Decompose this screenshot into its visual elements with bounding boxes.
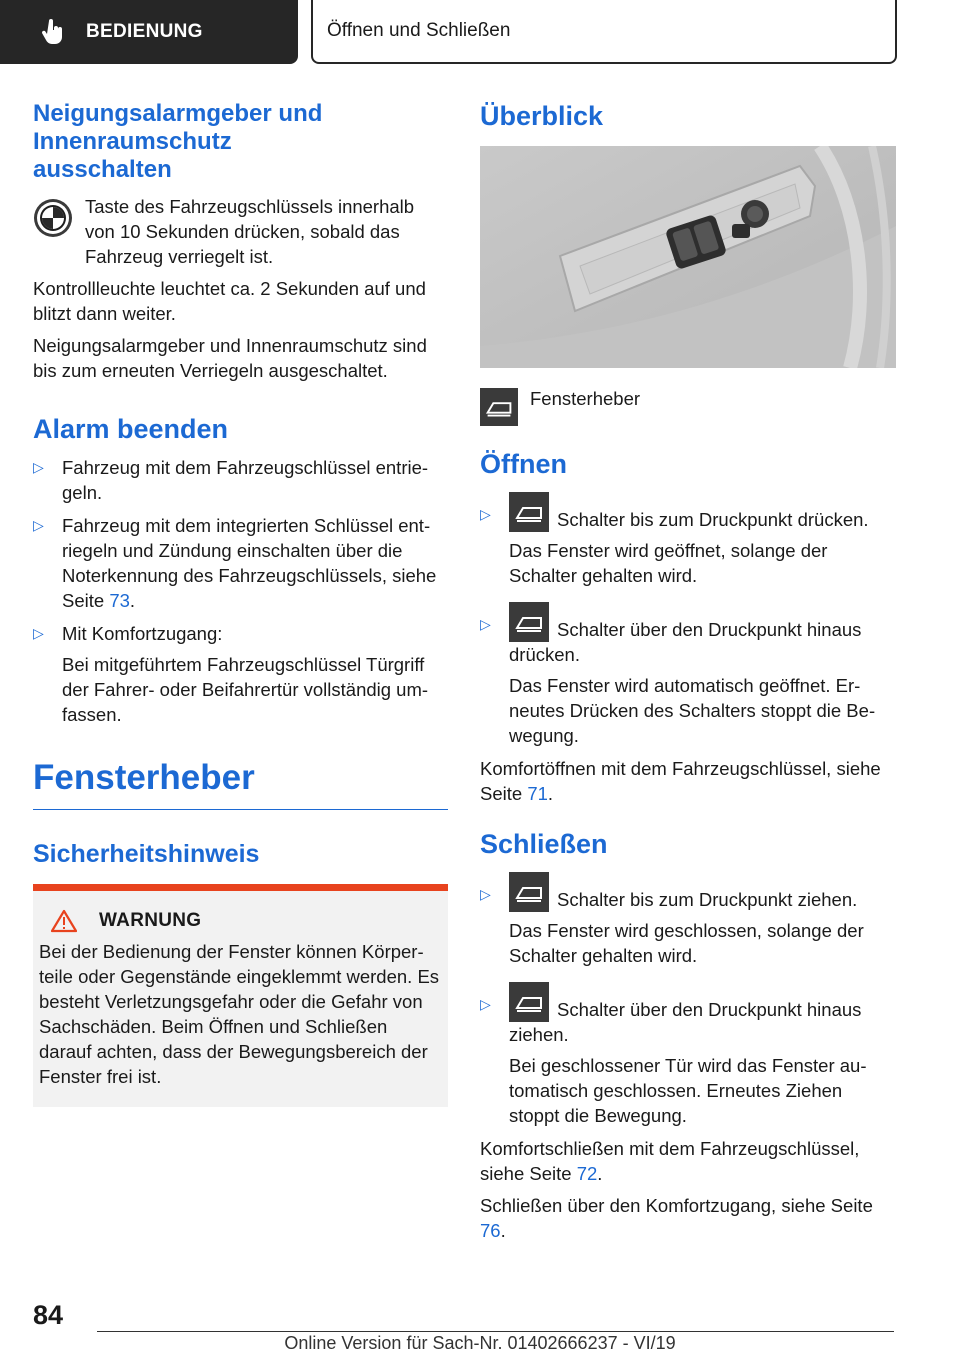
page-number: 84 [33, 1300, 64, 1330]
close-list [480, 872, 896, 1128]
list-item: ▷ Schalter bis zum Druckpunkt drücken. Das Fenster wird geöffnet, solange der Schalter gehalten wird. [480, 492, 896, 588]
heading-oeffnen: Öffnen [480, 449, 567, 479]
paragraph-komfortoeffnen: Komfortöffnen mit dem Fahrzeugschlüssel, siehe Seite 71. [480, 758, 881, 804]
heading-alarm-beenden: Alarm beenden [33, 414, 229, 444]
list-item: ▷ Schalter über den Druckpunkt hinaus ziehen. Bei geschlossener Tür wird das Fenster automatisch geschlossen. Erneutes Ziehen stoppt die Bewegung. [480, 982, 896, 1128]
window-switch-icon [509, 982, 549, 1022]
open-list [480, 492, 896, 748]
warning-title: WARNUNG [99, 910, 202, 931]
page-link-73[interactable]: 73 [109, 590, 130, 611]
hand-pointer-icon [40, 19, 66, 45]
window-switch-photo [480, 146, 896, 368]
triangle-bullet-icon: ▷ [480, 616, 491, 632]
list-item: ▷ Fahrzeug mit dem Fahrzeugschlüssel entriegeln. [33, 457, 429, 503]
window-switch-icon [509, 872, 549, 912]
icon-caption: Fensterheber [530, 388, 641, 409]
paragraph-komfortschliessen: Komfortschließen mit dem Fahrzeugschlüssel, siehe Seite 72. [480, 1138, 860, 1184]
paragraph-komfortzugang: Schließen über den Komfortzugang, siehe Seite 76. [480, 1195, 873, 1241]
list-item: ▷ Mit Komfortzugang: Bei mitgeführtem Fahrzeugschlüssel Türgriff der Fahrer- oder Beifahrertür vollständig umfassen. [33, 623, 429, 725]
window-switch-icon [509, 602, 549, 642]
warning-triangle-icon [51, 909, 77, 933]
paragraph-taste: Taste des Fahrzeugschlüssels innerhalb von 10 Sekunden drücken, sobald das Fahrzeug verriegelt ist. [85, 196, 415, 267]
triangle-bullet-icon: ▷ [33, 625, 44, 641]
paragraph-kontrollleuchte: Kontrollleuchte leuchtet ca. 2 Sekunden auf und blitzt dann weiter. [33, 278, 426, 324]
warning-box [33, 884, 448, 1107]
triangle-bullet-icon: ▷ [33, 459, 44, 475]
list-item: ▷ Schalter bis zum Druckpunkt ziehen. Das Fenster wird geschlossen, solange der Schalter gehalten wird. [480, 872, 896, 968]
paragraph-ausgeschaltet: Neigungsalarmgeber und Innenraumschutz sind bis zum erneuten Verriegeln ausgeschaltet. [33, 335, 427, 381]
window-switch-icon [480, 388, 518, 426]
triangle-bullet-icon: ▷ [480, 886, 491, 902]
bmw-key-icon [33, 198, 73, 238]
triangle-bullet-icon: ▷ [480, 996, 491, 1012]
triangle-bullet-icon: ▷ [33, 517, 44, 533]
right-column [480, 100, 896, 1250]
list-item: ▷ Fahrzeug mit dem integrierten Schlüssel entriegeln und Zündung einschalten über die Noterkennung des Fahrzeugschlüssels, siehe Seite 73. [33, 515, 437, 611]
section-label: BEDIENUNG [86, 21, 203, 42]
window-switch-icon [509, 492, 549, 532]
section-tab [0, 0, 298, 64]
list-item: ▷ Schalter über den Druckpunkt hinaus drücken. Das Fenster wird automatisch geöffnet. Erneutes Drücken des Schalters stoppt die Bewegung. [480, 602, 896, 748]
chapter-label: Öffnen und Schließen [327, 20, 511, 41]
page-link-76[interactable]: 76 [480, 1220, 501, 1241]
left-column [33, 100, 448, 1107]
page-header [0, 0, 960, 66]
icon-legend [480, 388, 896, 426]
page-link-72[interactable]: 72 [576, 1163, 598, 1184]
heading-sicherheitshinweis: Sicherheitshinweis [33, 840, 260, 868]
footer-rule [97, 1331, 894, 1332]
key-instruction [33, 194, 448, 276]
alarm-list [33, 455, 448, 727]
heading-neigungsalarm: Neigungsalarmgeber und Innenraumschutz ausschalten [33, 100, 323, 183]
footer-text: Online Version für Sach-Nr. 01402666237 - VI/19 [284, 1333, 676, 1353]
heading-fensterheber: Fensterheber [33, 758, 255, 797]
heading-ueberblick: Überblick [480, 101, 604, 131]
page-link-71[interactable]: 71 [527, 783, 548, 804]
chapter-tab [311, 0, 897, 64]
heading-rule [33, 809, 448, 810]
warning-text: Bei der Bedienung der Fenster können Körperteile oder Gegenstände eingeklemmt werden. Es besteht Verletzungsgefahr oder die Gefahr von Sachschäden. Beim Öffnen und Schließen darauf achten, dass der Bewegungsbereich der Fenster frei ist. [39, 941, 440, 1087]
triangle-bullet-icon: ▷ [480, 506, 491, 522]
heading-schliessen: Schließen [480, 829, 608, 859]
warning-header [51, 909, 440, 933]
